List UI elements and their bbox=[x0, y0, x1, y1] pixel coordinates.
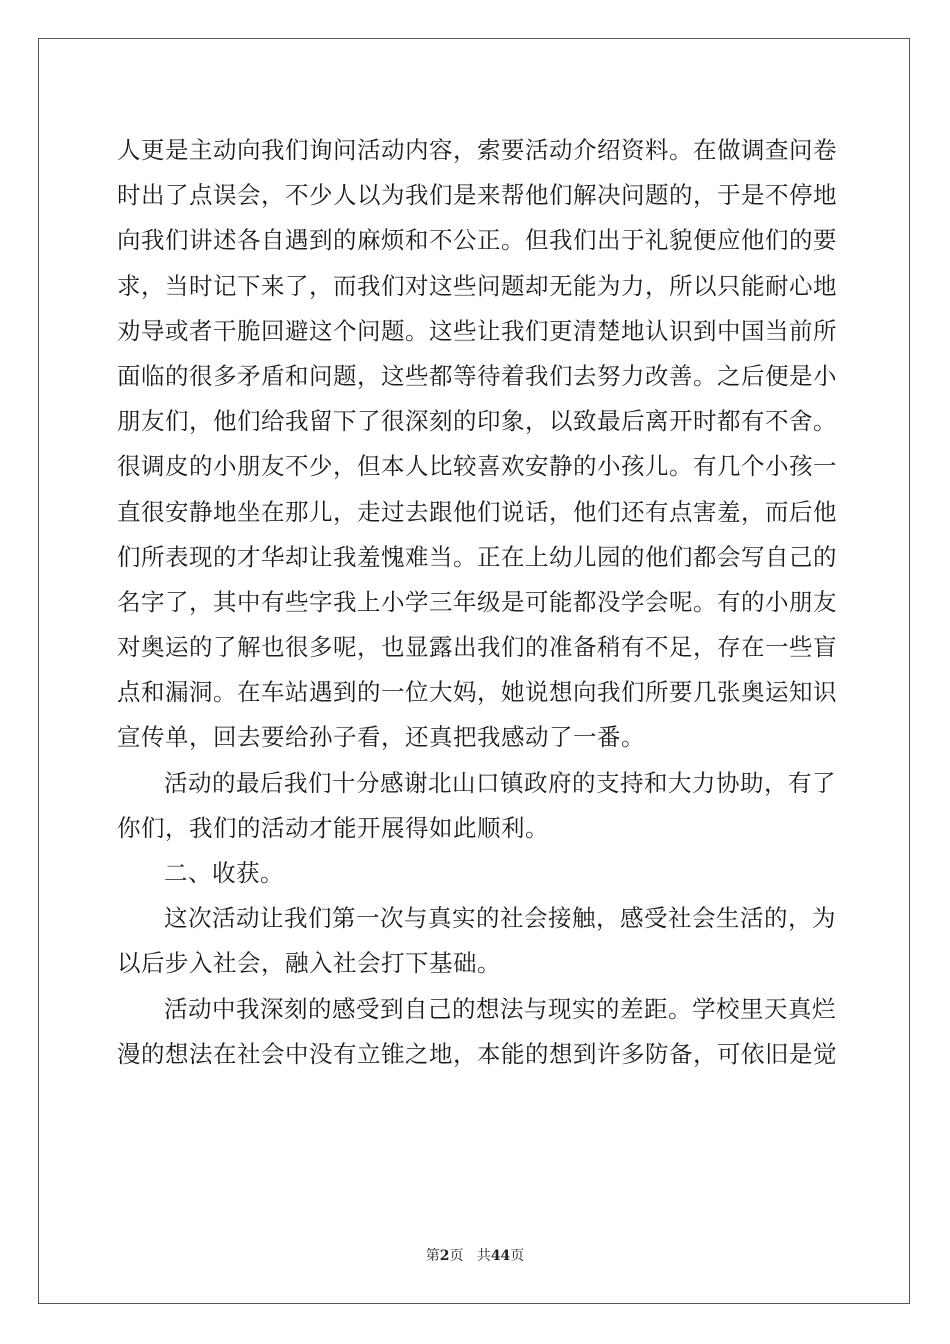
total-page-count: 44 bbox=[490, 1248, 511, 1264]
text-line: 朋友们，他们给我留下了很深刻的印象，以致最后离开时都有不舍。 bbox=[117, 407, 837, 436]
text-line: 劝导或者干脆回避这个问题。这些让我们更清楚地认识到中国当前所 bbox=[117, 316, 837, 345]
text-line: 二、收获。 bbox=[164, 859, 284, 887]
total-suffix: 页 bbox=[510, 1248, 525, 1264]
text-line: 以后步入社会，融入社会打下基础。 bbox=[117, 949, 501, 978]
current-page-number: 2 bbox=[439, 1248, 450, 1264]
document-body bbox=[117, 128, 837, 1077]
text-line: 们所表现的才华却让我羞愧难当。正在上幼儿园的他们都会写自己的 bbox=[117, 542, 837, 571]
page-footer bbox=[0, 1245, 950, 1265]
text-line: 面临的很多矛盾和问题，这些都等待着我们去努力改善。之后便是小 bbox=[117, 361, 837, 390]
text-line: 很调皮的小朋友不少，但本人比较喜欢安静的小孩儿。有几个小孩一 bbox=[117, 452, 837, 481]
text-line: 名字了，其中有些字我上小学三年级是可能都没学会呢。有的小朋友 bbox=[117, 587, 837, 616]
text-line: 宣传单，回去要给孙子看，还真把我感动了一番。 bbox=[117, 723, 645, 752]
text-line: 直很安静地坐在那儿，走过去跟他们说话，他们还有点害羞，而后他 bbox=[117, 497, 837, 526]
text-line: 点和漏洞。在车站遇到的一位大妈，她说想向我们所要几张奥运知识 bbox=[117, 678, 837, 707]
text-line: 向我们讲述各自遇到的麻烦和不公正。但我们出于礼貌便应他们的要 bbox=[117, 226, 837, 255]
text-line: 漫的想法在社会中没有立锥之地，本能的想到许多防备，可依旧是觉 bbox=[117, 1039, 837, 1068]
text-line: 这次活动让我们第一次与真实的社会接触，感受社会生活的，为 bbox=[164, 904, 836, 933]
text-line: 人更是主动向我们询问活动内容，索要活动介绍资料。在做调查问卷 bbox=[117, 136, 837, 164]
text-line: 对奥运的了解也很多呢，也显露出我们的准备稍有不足，存在一些盲 bbox=[117, 633, 837, 662]
text-line: 你们，我们的活动才能开展得如此顺利。 bbox=[117, 813, 549, 842]
page-prefix: 第 bbox=[425, 1248, 440, 1264]
text-line: 求，当时记下来了，而我们对这些问题却无能为力，所以只能耐心地 bbox=[117, 271, 837, 300]
total-prefix: 共 bbox=[476, 1248, 491, 1264]
text-line: 活动的最后我们十分感谢北山口镇政府的支持和大力协助，有了 bbox=[164, 768, 836, 797]
text-line: 时出了点误会，不少人以为我们是来帮他们解决问题的，于是不停地 bbox=[117, 181, 837, 210]
text-line: 活动中我深刻的感受到自己的想法与现实的差距。学校里天真烂 bbox=[164, 994, 836, 1023]
page-suffix: 页 bbox=[449, 1248, 464, 1264]
